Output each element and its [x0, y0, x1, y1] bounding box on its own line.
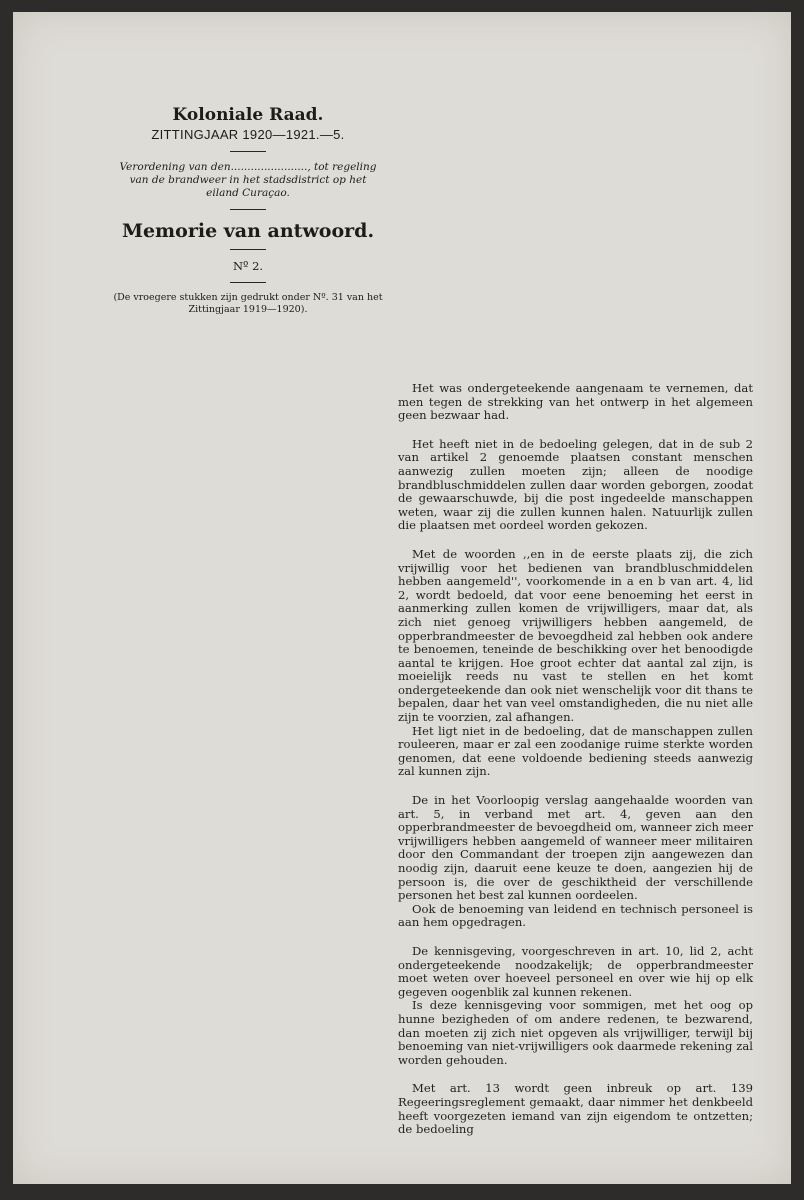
paragraph: Het heeft niet in de bedoeling gelegen, dat in de sub 2 van artikel 2 genoemde plaatsen constant menschen aanwezig zullen moeten zijn; alleen de noodige brandbluschmiddelen zullen daar worden geborgen, zoodat de gewaarschuwde, bij die post ingedeelde manschappen weten, waar zij die zullen kunnen halen. Natuurlijk zullen die plaatsen met oordeel worden gekozen.: [398, 436, 753, 533]
paragraph: Met de woorden ,,en in de eerste plaats zij, die zich vrijwillig voor het bedienen van brandbluschmiddelen hebben aangemeld'', voorkomende in a en b van art. 4, lid 2, wordt bedoeld, dat voor eene benoeming het eerst in aanmerking zullen komen de vrijwilligers, maar dat, als zich niet genoeg vrijwilligers hebben aangemeld, de opperbrandmeester de bevoegdheid zal hebben ook andere te benoemen, teneinde de beschikking over het benoodigde aantal te krijgen. Hoe groot echter dat aantal zal zijn, is moeielijk reeds nu vast te stellen en het komt ondergeteekende dan ook niet wenschelijk voor dit thans te bepalen, daar het van veel omstandigheden, die nu niet alle zijn te voorzien, zal afhangen.: [398, 546, 753, 725]
paragraph: De kennisgeving, voorgeschreven in art. 10, lid 2, acht ondergeteekende noodzakelijk; de opperbrandmeester moet weten over hoeveel personeel en over wie hij op elk gegeven oogenblik zal kunnen rekenen.: [398, 943, 753, 999]
paragraph: Ook de benoeming van leidend en technisch personeel is aan hem opgedragen.: [398, 901, 753, 930]
paragraph: De in het Voorloopig verslag aangehaalde woorden van art. 5, in verband met art. 4, geven aan den opperbrandmeester de bevoegdheid om, wanneer zich meer vrijwilligers hebben aangemeld of wanneer meer militairen door den Commandant der troepen zijn aangewezen dan noodig zijn, daaruit eene keuze te doen, aangezien hij de persoon is, die over de geschiktheid der verschillende personen het best zal kunnen oordeelen.: [398, 793, 753, 903]
paragraph: Het ligt niet in de bedoeling, dat de manschappen zullen rouleeren, maar er zal een zoodanige ruime sterkte worden genomen, dat eene voldoende bediening steeds aanwezig zal kunnen zijn.: [398, 723, 753, 779]
document-type-title: Memorie van antwoord.: [121, 220, 375, 242]
session-year: ZITTINGJAAR 1920—1921.—5.: [151, 127, 345, 142]
divider: [230, 151, 266, 152]
council-title: Koloniale Raad.: [172, 105, 324, 125]
document-number: Nº 2.: [232, 259, 264, 273]
body-text: [398, 382, 753, 1152]
document-header: [113, 104, 383, 316]
ordinance-title: Verordening van den......................., tot regeling van de brandweer in het stadsdistrict op het eiland Curaçao.: [119, 161, 377, 199]
paragraph: Met art. 13 wordt geen inbreuk op art. 139 Regeeringsreglement gemaakt, daar nimmer het denkbeeld heeft voorgezeten iemand van zijn eigendom te ontzetten; de bedoeling: [398, 1081, 753, 1137]
paragraph: Het was ondergeteekende aangenaam te vernemen, dat men tegen de strekking van het ontwerp in het algemeen geen bezwaar had.: [398, 381, 753, 423]
divider: [230, 249, 266, 250]
divider: [230, 282, 266, 283]
divider: [230, 209, 266, 210]
paragraph: Is deze kennisgeving voor sommigen, met het oog op hunne bezigheden of om andere redenen, te bezwarend, dan moeten zij zich niet opgeven als vrijwilliger, terwijl bij benoeming van niet-vrijwilligers ook daarmede rekening zal worden gehouden.: [398, 998, 753, 1067]
document-page: [13, 12, 791, 1184]
prior-documents-note: (De vroegere stukken zijn gedrukt onder Nº. 31 van het Zittingjaar 1919—1920).: [113, 292, 383, 315]
